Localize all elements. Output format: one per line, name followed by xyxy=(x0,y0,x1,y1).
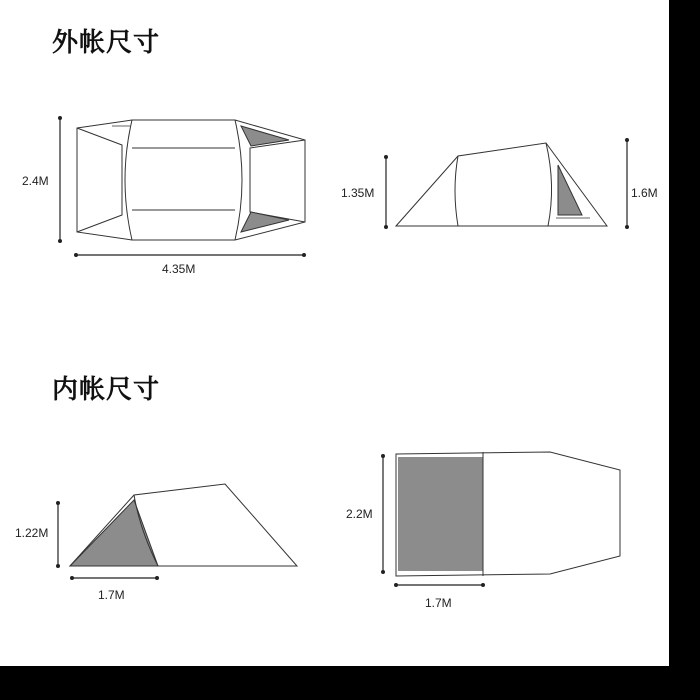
inner-top-view xyxy=(396,452,620,576)
inner-side-length-label: 1.7M xyxy=(98,588,125,602)
outer-side-front-height-label: 1.35M xyxy=(341,186,375,200)
outer-top-length-label: 4.35M xyxy=(162,262,196,276)
outer-side-view xyxy=(396,143,607,226)
outer-tent-title: 外帐尺寸 xyxy=(52,28,161,58)
inner-top-length-label: 1.7M xyxy=(425,596,452,610)
outer-top-view xyxy=(77,120,305,240)
inner-top-width-label: 2.2M xyxy=(346,507,373,521)
inner-side-height-label: 1.22M xyxy=(15,526,49,540)
outer-side-rear-height-label: 1.6M xyxy=(631,186,658,200)
inner-side-view xyxy=(70,484,297,566)
outer-top-width-label: 2.4M xyxy=(22,174,49,188)
inner-tent-title: 内帐尺寸 xyxy=(52,375,161,405)
